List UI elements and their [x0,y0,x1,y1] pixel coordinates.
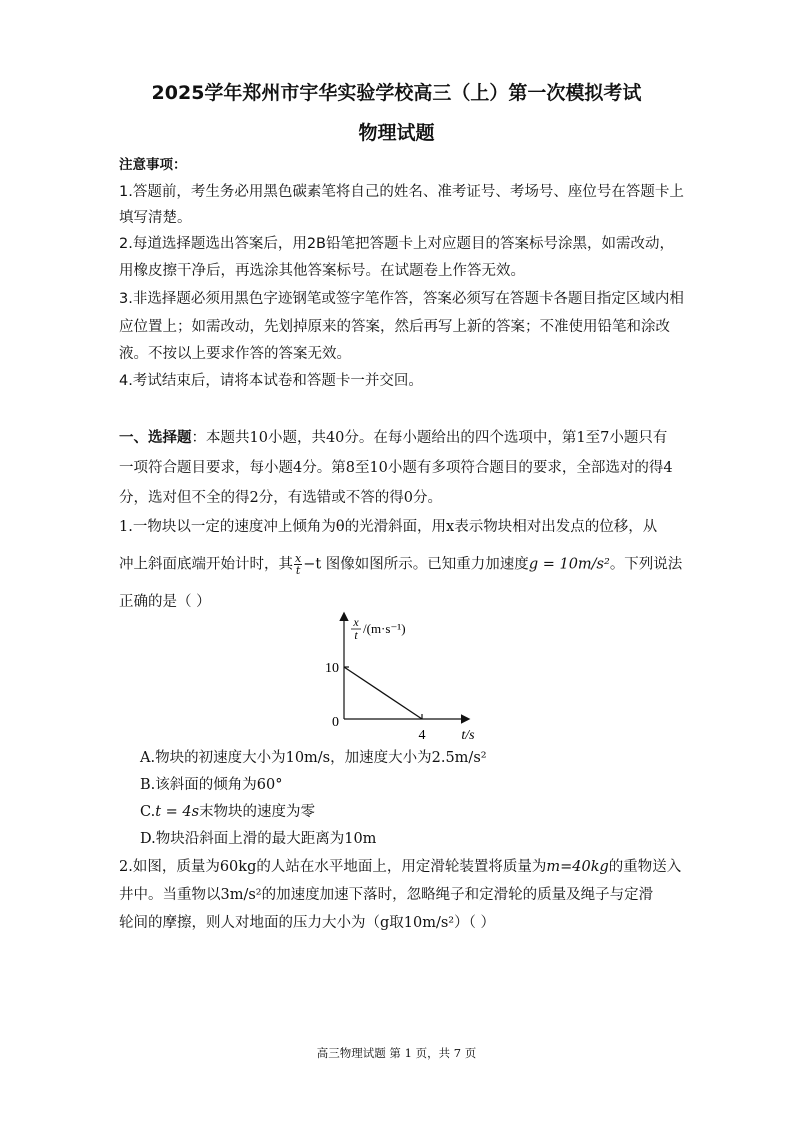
q2-gravity: 10m/s² [403,915,455,931]
x-label: t/s [461,728,475,743]
q1-option-a-velocity: 10m/s [285,750,331,766]
q2-line-3-b: ）（ ） [454,915,495,931]
q2-mass: m=40kg [546,859,609,875]
series-line [344,667,422,719]
q1-option-b: B.该斜面的倾角为60° [140,777,283,793]
q1-option-a-text-2: ，加速度大小为 [330,750,432,766]
q1-option-c [140,802,315,822]
q2-line-3-a: 轮间的摩擦，则人对地面的压力大小为（g取 [119,915,404,931]
q1-frac-den: t [295,564,301,577]
exam-subtitle: 物理试题 [358,122,435,144]
q1-option-a [140,748,487,768]
section-1-intro-line-3: 分，选对但不全的得2分，有选错或不答的得0分。 [119,490,442,506]
q1-line-1: 1.一物块以一定的速度冲上倾角为θ的光滑斜面，用x表示物块相对出发点的位移，从 [119,519,658,535]
q2-line-2-b: 的加速度加速下落时，忽略绳子和定滑轮的质量及绳子与定滑 [261,887,654,903]
q2-line-3 [119,913,495,933]
y-tick-label: 10 [325,661,339,676]
q1-line-2 [119,553,682,576]
note-3-line-1: 3.非选择题必须用黑色字迹钢笔或签字笔作答，答案必须写在答题卡各题目指定区域内相 [119,291,684,307]
notes-heading: 注意事项： [119,157,187,173]
x-tick-label: 4 [418,728,426,743]
q1-option-a-text-1: A.物块的初速度大小为 [140,750,286,766]
q2-line-2-a: 井中。当重物以 [119,887,221,903]
q1-option-c-expr: t = 4s [155,804,200,820]
note-1-line-1: 1.答题前，考生务必用黑色碳素笔将自己的姓名、准考证号、考场号、座位号在答题卡上 [119,184,684,200]
q1-frac-num: x [295,552,302,565]
q1-option-a-accel: 2.5m/s² [431,750,487,766]
q2-line-1-b: 的重物送入 [608,859,682,875]
section-1-intro-line-1 [119,428,667,448]
y-label-unit: /(m·s⁻¹) [363,621,406,636]
q1-line-2-a: 冲上斜面底端开始计时，其 [119,556,293,573]
y-label-den: t [354,628,358,642]
q1-option-c-post: 末物块的速度为零 [199,804,316,820]
note-3-line-3: 液。不按以上要求作答的答案无效。 [119,346,351,362]
page-footer: 高三物理试题 第 1 页，共 7 页 [316,1046,477,1060]
note-1-line-2: 填写清楚。 [119,210,192,226]
q1-line-2-b: −t 图像如图所示。已知重力加速度 [303,556,529,573]
q2-line-2 [119,885,653,905]
y-label-num: x [353,615,359,629]
q1-g-expression: g = 10m/s² [528,556,610,573]
q1-line-2-c: 。下列说法 [609,556,683,573]
origin-label: 0 [332,715,339,730]
note-4: 4.考试结束后，请将本试卷和答题卡一并交回。 [119,373,423,389]
q1-option-d: D.物块沿斜面上滑的最大距离为10m [140,831,377,847]
q2-line-1-a: 2.如图，质量为60kg的人站在水平地面上，用定滑轮装置将质量为 [119,859,547,875]
note-3-line-2: 应位置上；如需改动，先划掉原来的答案，然后再写上新的答案；不准使用铅笔和涂改 [119,319,670,335]
q1-graph [305,608,490,748]
note-2-line-2: 用橡皮擦干净后，再选涂其他答案标号。在试题卷上作答无效。 [119,263,525,279]
q2-acceleration: 3m/s² [220,887,262,903]
q2-line-1 [119,857,681,877]
exam-title: 2025学年郑州市宇华实验学校高三（上）第一次模拟考试 [151,82,642,104]
note-2-line-1: 2.每道选择题选出答案后，用2B铅笔把答题卡上对应题目的答案标号涂黑，如需改动， [119,236,675,252]
section-1-label: 一、选择题 [119,430,192,446]
section-1-intro-text: ：本题共10小题，共40分。在每小题给出的四个选项中，第1至7小题只有 [191,430,668,446]
q1-fraction [294,553,302,576]
section-1-intro-line-2: 一项符合题目要求，每小题4分。第8至10小题有多项符合题目的要求，全部选对的得4 [119,460,673,476]
q1-option-c-pre: C. [140,804,156,820]
q1-line-3: 正确的是（ ） [119,594,211,610]
